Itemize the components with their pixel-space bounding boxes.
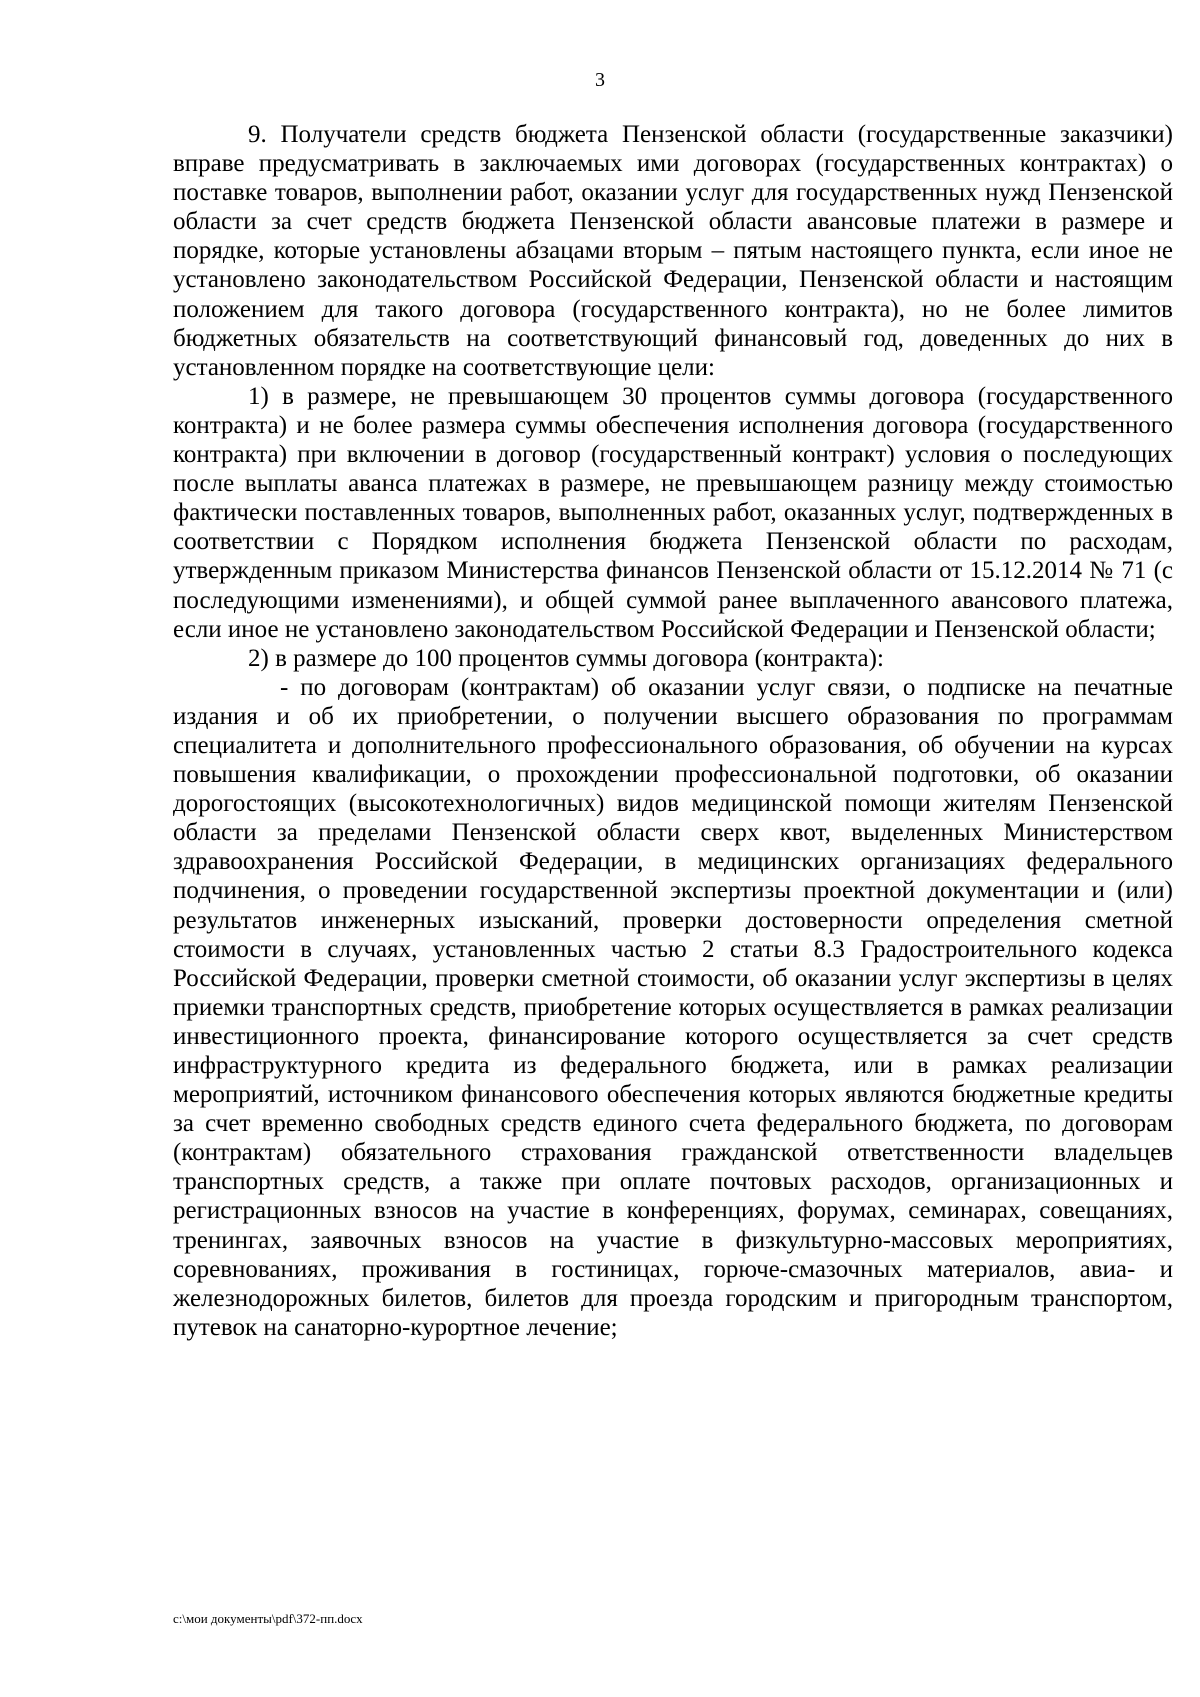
page-number: 3 (595, 69, 605, 91)
paragraph-item-9: 9. Получатели средств бюджета Пензенской области (государственные заказчики) вправе предусматривать в заключаемых ими договорах (государственных контрактах) о поставке товаров, выполнении работ, оказании услуг для государственных нужд Пензенской области за счет средств бюджета Пензенской области авансовые платежи в размере и порядке, которые установлены абзацами вторым – пятым настоящего пункта, если иное не установлено законодательством Российской Федерации, Пензенской области и настоящим положением для такого договора (государственного контракта), но не более лимитов бюджетных обязательств на соответствующий финансовый год, доведенных до них в установленном порядке на соответствующие цели: (173, 121, 1173, 381)
paragraph-subitem-2: 2) в размере до 100 процентов суммы договора (контракта): (248, 644, 884, 672)
document-body (173, 120, 1173, 1342)
paragraph-list-entry: - по договорам (контрактам) об оказании услуг связи, о подписке на печатные издания и об их приобретении, о получении высшего образования по программам специалитета и дополнительного профессионального образования, об обучении на курсах повышения квалификации, о прохождении профессиональной подготовки, об оказании дорогостоящих (высокотехнологичных) видов медицинской помощи жителям Пензенской области за пределами Пензенской области сверх квот, выделенных Министерством здравоохранения Российской Федерации, в медицинских организациях федерального подчинения, о проведении государственной экспертизы проектной документации и (или) результатов инженерных изысканий, проверки достоверности определения сметной стоимости в случаях, установленных частью 2 статьи 8.3 Градостроительного кодекса Российской Федерации, проверки сметной стоимости, об оказании услуг экспертизы в целях приемки транспортных средств, приобретение которых осуществляется в рамках реализации инвестиционного проекта, финансирование которого осуществляется за счет средств инфраструктурного кредита из федерального бюджета, или в рамках реализации мероприятий, источником финансового обеспечения которых являются бюджетные кредиты за счет временно свободных средств единого счета федерального бюджета, по договорам (контрактам) обязательного страхования гражданской ответственности владельцев транспортных средств, а также при оплате почтовых расходов, организационных и регистрационных взносов на участие в конференциях, форумах, семинарах, совещаниях, тренингах, заявочных взносов на участие в физкультурно-массовых мероприятиях, соревнованиях, проживания в гостиницах, горюче-смазочных материалов, авиа- и железнодорожных билетов, билетов для проезда городским и пригородным транспортом, путевок на санаторно-курортное лечение; (173, 673, 1173, 1341)
paragraph-subitem-1: 1) в размере, не превышающем 30 процентов суммы договора (государственного контракта) и не более размера суммы обеспечения исполнения договора (государственного контракта) при включении в договор (государственный контракт) условия о последующих после выплаты аванса платежах в размере, не превышающем разницу между стоимостью фактически поставленных товаров, выполненных работ, оказанных услуг, подтвержденных в соответствии с Порядком исполнения бюджета Пензенской области по расходам, утвержденным приказом Министерства финансов Пензенской области от 15.12.2014 № 71 (с последующими изменениями), и общей суммой ранее выплаченного авансового платежа, если иное не установлено законодательством Российской Федерации и Пензенской области; (173, 382, 1173, 643)
footer-file-path: c:\мои документы\pdf\372-пп.docx (173, 1611, 363, 1626)
